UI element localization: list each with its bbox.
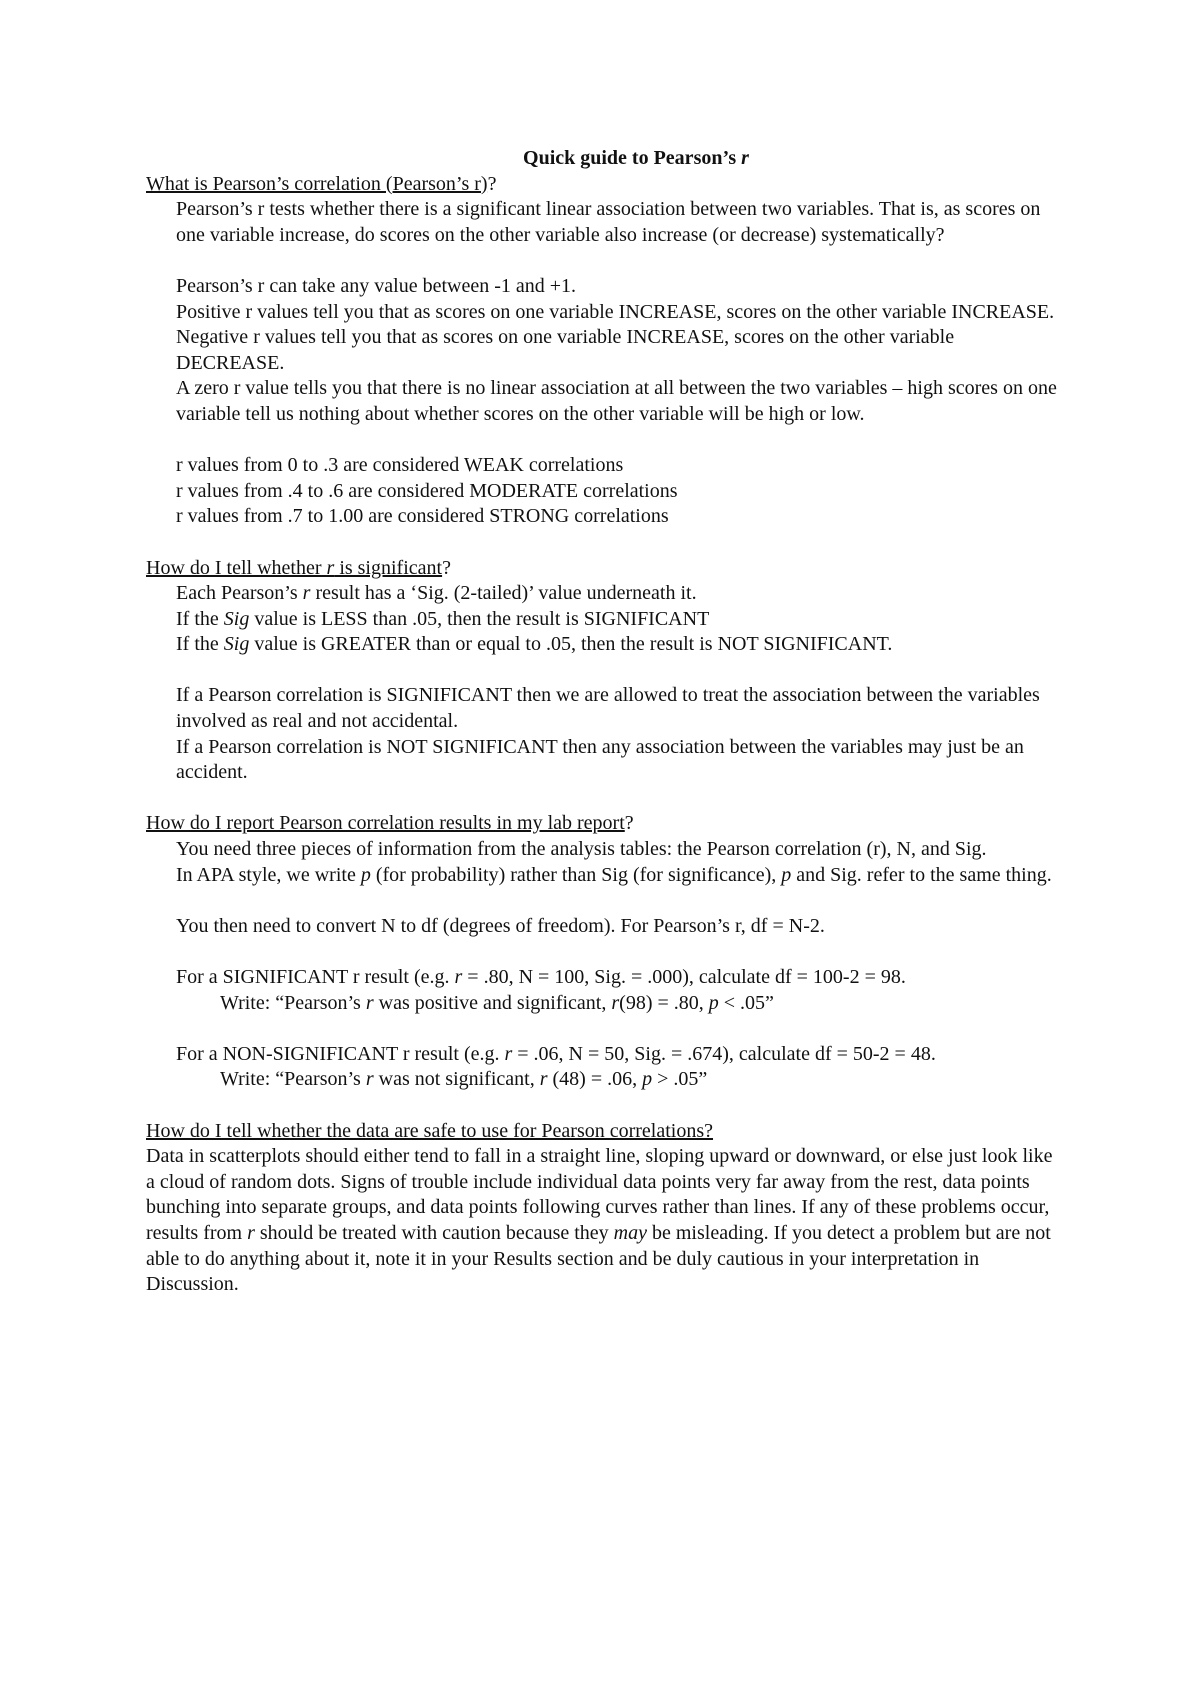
paragraph: If a Pearson correlation is NOT SIGNIFICANT then any association between the variables may just be an accident. (176, 735, 1024, 784)
paragraph: You need three pieces of information from the analysis tables: the Pearson correlation (r), N, and Sig. (176, 838, 987, 861)
example-write-up: Write: “Pearson’s r was not significant, r (48) = .06, p > .05” (220, 1068, 708, 1091)
section-heading: What is Pearson’s correlation (Pearson’s r) (146, 172, 488, 195)
paragraph: In APA style, we write p (for probability) rather than Sig (for significance), p and Sig. refer to the same thing. (176, 863, 1052, 886)
paragraph: Pearson’s r tests whether there is a significant linear association between two variables. That is, as scores on one variable increase, do scores on the other variable also increase (or decrease) systematically? (176, 198, 1041, 246)
paragraph: You then need to convert N to df (degrees of freedom). For Pearson’s r, df = N-2. (176, 914, 825, 937)
paragraph: r values from 0 to .3 are considered WEAK correlations (176, 454, 624, 477)
document-body (146, 146, 1066, 1298)
section-reporting: How do I report Pearson correlation results in my lab report? (146, 812, 634, 835)
paragraph: Positive r values tell you that as scores on one variable INCREASE, scores on the other variable INCREASE. (176, 300, 1055, 323)
paragraph: r values from .7 to 1.00 are considered STRONG correlations (176, 505, 669, 528)
section-what-is-pearson: What is Pearson’s correlation (Pearson’s r)? (146, 172, 497, 195)
paragraph: If the Sig value is GREATER than or equal to .05, then the result is NOT SIGNIFICANT. (176, 633, 893, 656)
paragraph: Each Pearson’s r result has a ‘Sig. (2-tailed)’ value underneath it. (176, 582, 697, 605)
paragraph: For a SIGNIFICANT r result (e.g. r = .80, N = 100, Sig. = .000), calculate df = 100-2 = 98. (176, 966, 906, 988)
example-write-up: Write: “Pearson’s r was positive and significant, r(98) = .80, p < .05” (220, 991, 774, 1014)
section-heading: How do I tell whether r is significant (146, 556, 443, 579)
section-heading: How do I report Pearson correlation results in my lab report (146, 812, 625, 835)
section-heading: How do I tell whether the data are safe to use for Pearson correlations? (146, 1119, 714, 1142)
paragraph: If the Sig value is LESS than .05, then the result is SIGNIFICANT (176, 607, 710, 630)
paragraph: r values from .4 to .6 are considered MODERATE correlations (176, 479, 678, 502)
paragraph: A zero r value tells you that there is no linear association at all between the two variables – high scores on one variable tell us nothing about whether scores on the other variable will be high or low. (176, 377, 1057, 425)
section-data-safety (146, 1119, 1066, 1145)
section-significance: How do I tell whether r is significant? (146, 556, 451, 579)
paragraph: Data in scatterplots should either tend to fall in a straight line, sloping upward or downward, or else just look like a cloud of random dots. Signs of trouble include individual data points very far away from the rest, data points bunching into separate groups, and data points following curves rather than lines. If any of these problems occur, results from r should be treated with caution because they may be misleading. If you detect a problem but are not able to do anything about it, note it in your Results section and be duly cautious in your interpretation in Discussion. (146, 1145, 1053, 1296)
paragraph: Negative r values tell you that as scores on one variable INCREASE, scores on the other variable DECREASE. (176, 326, 955, 374)
paragraph: For a NON-SIGNIFICANT r result (e.g. r = .06, N = 50, Sig. = .674), calculate df = 50-2 = 48. (176, 1042, 936, 1065)
paragraph: If a Pearson correlation is SIGNIFICANT then we are allowed to treat the association between the variables involved as real and not accidental. (176, 684, 1040, 733)
paragraph: Pearson’s r can take any value between -1 and +1. (176, 274, 577, 297)
page-title: Quick guide to Pearson’s r (523, 147, 749, 169)
